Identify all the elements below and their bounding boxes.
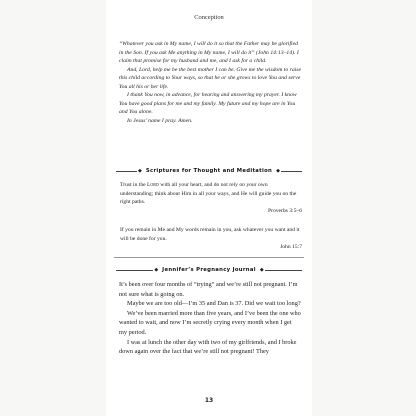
prayer-paragraph: “Whatever you ask in My name, I will do it so that the Father may be glorified in the Son. If you ask Me anything in My name, I will do it” (John 14:13–14). I claim that promise for my husband and me, and I ask for a child.: [119, 41, 299, 64]
heading-rule-left: [116, 270, 153, 271]
scripture-reference: Proverbs 3:5–6: [267, 207, 302, 214]
journal-heading-row: [116, 267, 302, 273]
prayer-paragraph: In Jesus’ name I pray. Amen.: [127, 117, 193, 124]
scripture-block: [120, 181, 302, 215]
diamond-ornament-icon: ◆: [154, 268, 159, 273]
scripture-reference: John 15:7: [280, 244, 302, 250]
prayer-paragraph: I thank You now, in advance, for hearing and answering my prayer. I know You have good plans for me and my family. My future and my hope are in You and You alone.: [119, 92, 297, 115]
scripture-verse: If you remain in Me and My words remain in you, ask whatever you want and it will be done for you.: [120, 227, 300, 242]
journal-paragraph: We’ve been married more than five years, and I’ve been the one who wanted to wait, and now I’m secretly crying every month when I get my period.: [119, 309, 301, 336]
diamond-ornament-icon: ◆: [259, 268, 264, 273]
diamond-ornament-icon: ◆: [138, 169, 142, 174]
prayer-text: [119, 40, 301, 125]
book-page: [106, 0, 312, 416]
journal-text: [119, 280, 301, 357]
journal-heading: Jennifer’s Pregnancy Journal: [162, 267, 256, 273]
scriptures-heading-row: [116, 168, 302, 174]
heading-rule-right: [265, 270, 302, 271]
heading-rule-right: [281, 171, 302, 172]
running-head: Conception: [194, 14, 224, 21]
lord-small-caps: Lord: [147, 182, 159, 188]
journal-paragraph: It’s been over four months of “trying” and we’re still not pregnant. I’m not sure what is going on.: [119, 281, 298, 298]
diamond-ornament-icon: ◆: [276, 169, 280, 174]
prayer-paragraph: And, Lord, help me be the best mother I can be. Give me the wisdom to raise this child according to Your ways, so that he or she grows to love You and serve You all his or her life.: [119, 66, 302, 90]
scripture-verse: Trust in the Lord with all your heart, and do not rely on your own understanding; think about Him in all your ways, and He will guide you on the right paths.: [120, 182, 297, 205]
scripture-block: [120, 226, 302, 252]
heading-rule-left: [116, 171, 137, 172]
scriptures-heading: Scriptures for Thought and Meditation: [145, 168, 273, 174]
section-divider: [114, 257, 304, 258]
page-number: 13: [204, 397, 214, 404]
journal-paragraph: Maybe we are too old—I’m 35 and Dan is 37. Did we wait too long?: [127, 300, 301, 308]
journal-paragraph: I was at lunch the other day with two of my girlfriends, and I broke down again over the fact that we’re still not pregnant! They: [119, 338, 297, 356]
